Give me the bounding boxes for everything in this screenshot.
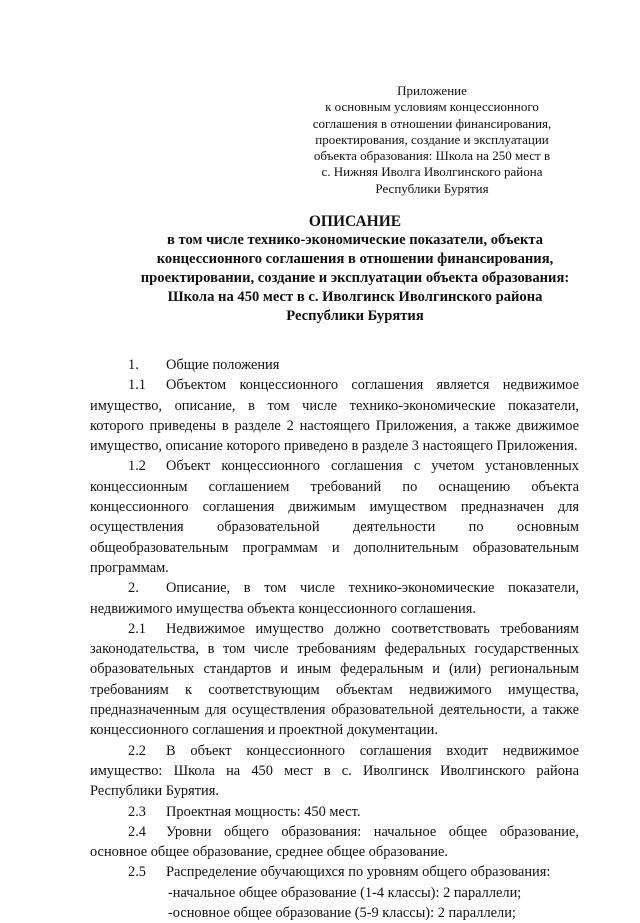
appendix-line: с. Нижняя Иволга Иволгинского района (321, 164, 543, 180)
section-number: 2.3 (128, 803, 146, 820)
section-number: 2.5 (128, 864, 146, 881)
section-text: Объект концессионного соглашения с учетом установленных концессионным соглашением требований по оснащению объекта концессионного соглашения движимым имуществом предназначен для осуществления образовательной деятельности по основным общеобразовательным программам и дополнительным образовательным программам. (90, 458, 579, 576)
appendix-line: объекта образования: Школа на 250 мест в (313, 148, 551, 164)
document-body (90, 355, 579, 923)
title-line: проектировании, создание и эксплуатации объекта образования: (140, 270, 570, 286)
section-number: 1.1 (128, 377, 146, 394)
section-number: 1. (128, 357, 139, 373)
appendix-line: проектирования, создание и эксплуатации (315, 131, 549, 147)
section-paragraph (90, 619, 579, 741)
section-number: 2.2 (128, 742, 146, 759)
section-number: 2. (128, 580, 139, 597)
section-heading (90, 355, 579, 375)
list-item: -основное общее образование (5-9 классы): 2 параллели; (168, 905, 516, 922)
title-line: в том числе технико-экономические показатели, объекта (166, 232, 544, 248)
title-line: Республики Бурятия (286, 308, 424, 324)
appendix-note (303, 83, 561, 197)
section-text: Недвижимое имущество должно соответствовать требованиям законодательства, в том числе требованиям федеральных государственных образовательных стандартов и иным федеральным и (или) региональным требованиям к соответствующим объектам недвижимого имущества, предназначенным для осуществления образовательной деятельности, а также концессионного соглашения и проектной документации. (90, 620, 579, 739)
section-paragraph (90, 741, 579, 802)
section-number: 2.1 (128, 620, 146, 637)
section-text: Распределение обучающихся по уровням общего образования: (166, 864, 551, 881)
title-line: Школа на 450 мест в с. Иволгинск Иволгинского района (167, 289, 543, 305)
section-text: В объект концессионного соглашения входит недвижимое имущество: Школа на 450 мест в с. Иволгинск Иволгинского района Республики Бурятия. (90, 742, 579, 800)
title-head: ОПИСАНИЕ (308, 213, 402, 230)
section-number: 2.4 (128, 823, 146, 840)
section-text: Общие положения (166, 357, 280, 373)
section-number: 1.2 (128, 458, 146, 475)
section-paragraph (90, 862, 579, 882)
section-text: Описание, в том числе технико-экономические показатели, недвижимого имущества объекта концессионного соглашения. (90, 580, 579, 617)
appendix-line: к основным условиям концессионного (325, 99, 539, 115)
appendix-line: Республики Бурятия (375, 180, 489, 196)
section-paragraph (90, 802, 579, 822)
section-text: Проектная мощность: 450 мест. (166, 803, 361, 820)
document-title (100, 212, 610, 326)
list-item: -начальное общее образование (1-4 классы): 2 параллели; (168, 884, 522, 901)
section-paragraph (90, 822, 579, 863)
appendix-line: соглашения в отношении финансирования, (312, 115, 552, 131)
appendix-line: Приложение (397, 83, 467, 98)
section-text: Уровни общего образования: начальное общее образование, основное общее образование, среднее общее образование. (90, 823, 579, 861)
section-text: Объектом концессионного соглашения является недвижимое имущество, описание, в том числе технико-экономические показатели, которого приведены в разделе 2 настоящего Приложения, а также движимое имущество, описание которого приведено в разделе 3 настоящего Приложения. (90, 377, 579, 455)
title-line: концессионного соглашения в отношении финансирования, (156, 251, 554, 267)
section-paragraph (90, 578, 579, 619)
section-paragraph (90, 456, 579, 578)
section-paragraph (90, 375, 579, 456)
